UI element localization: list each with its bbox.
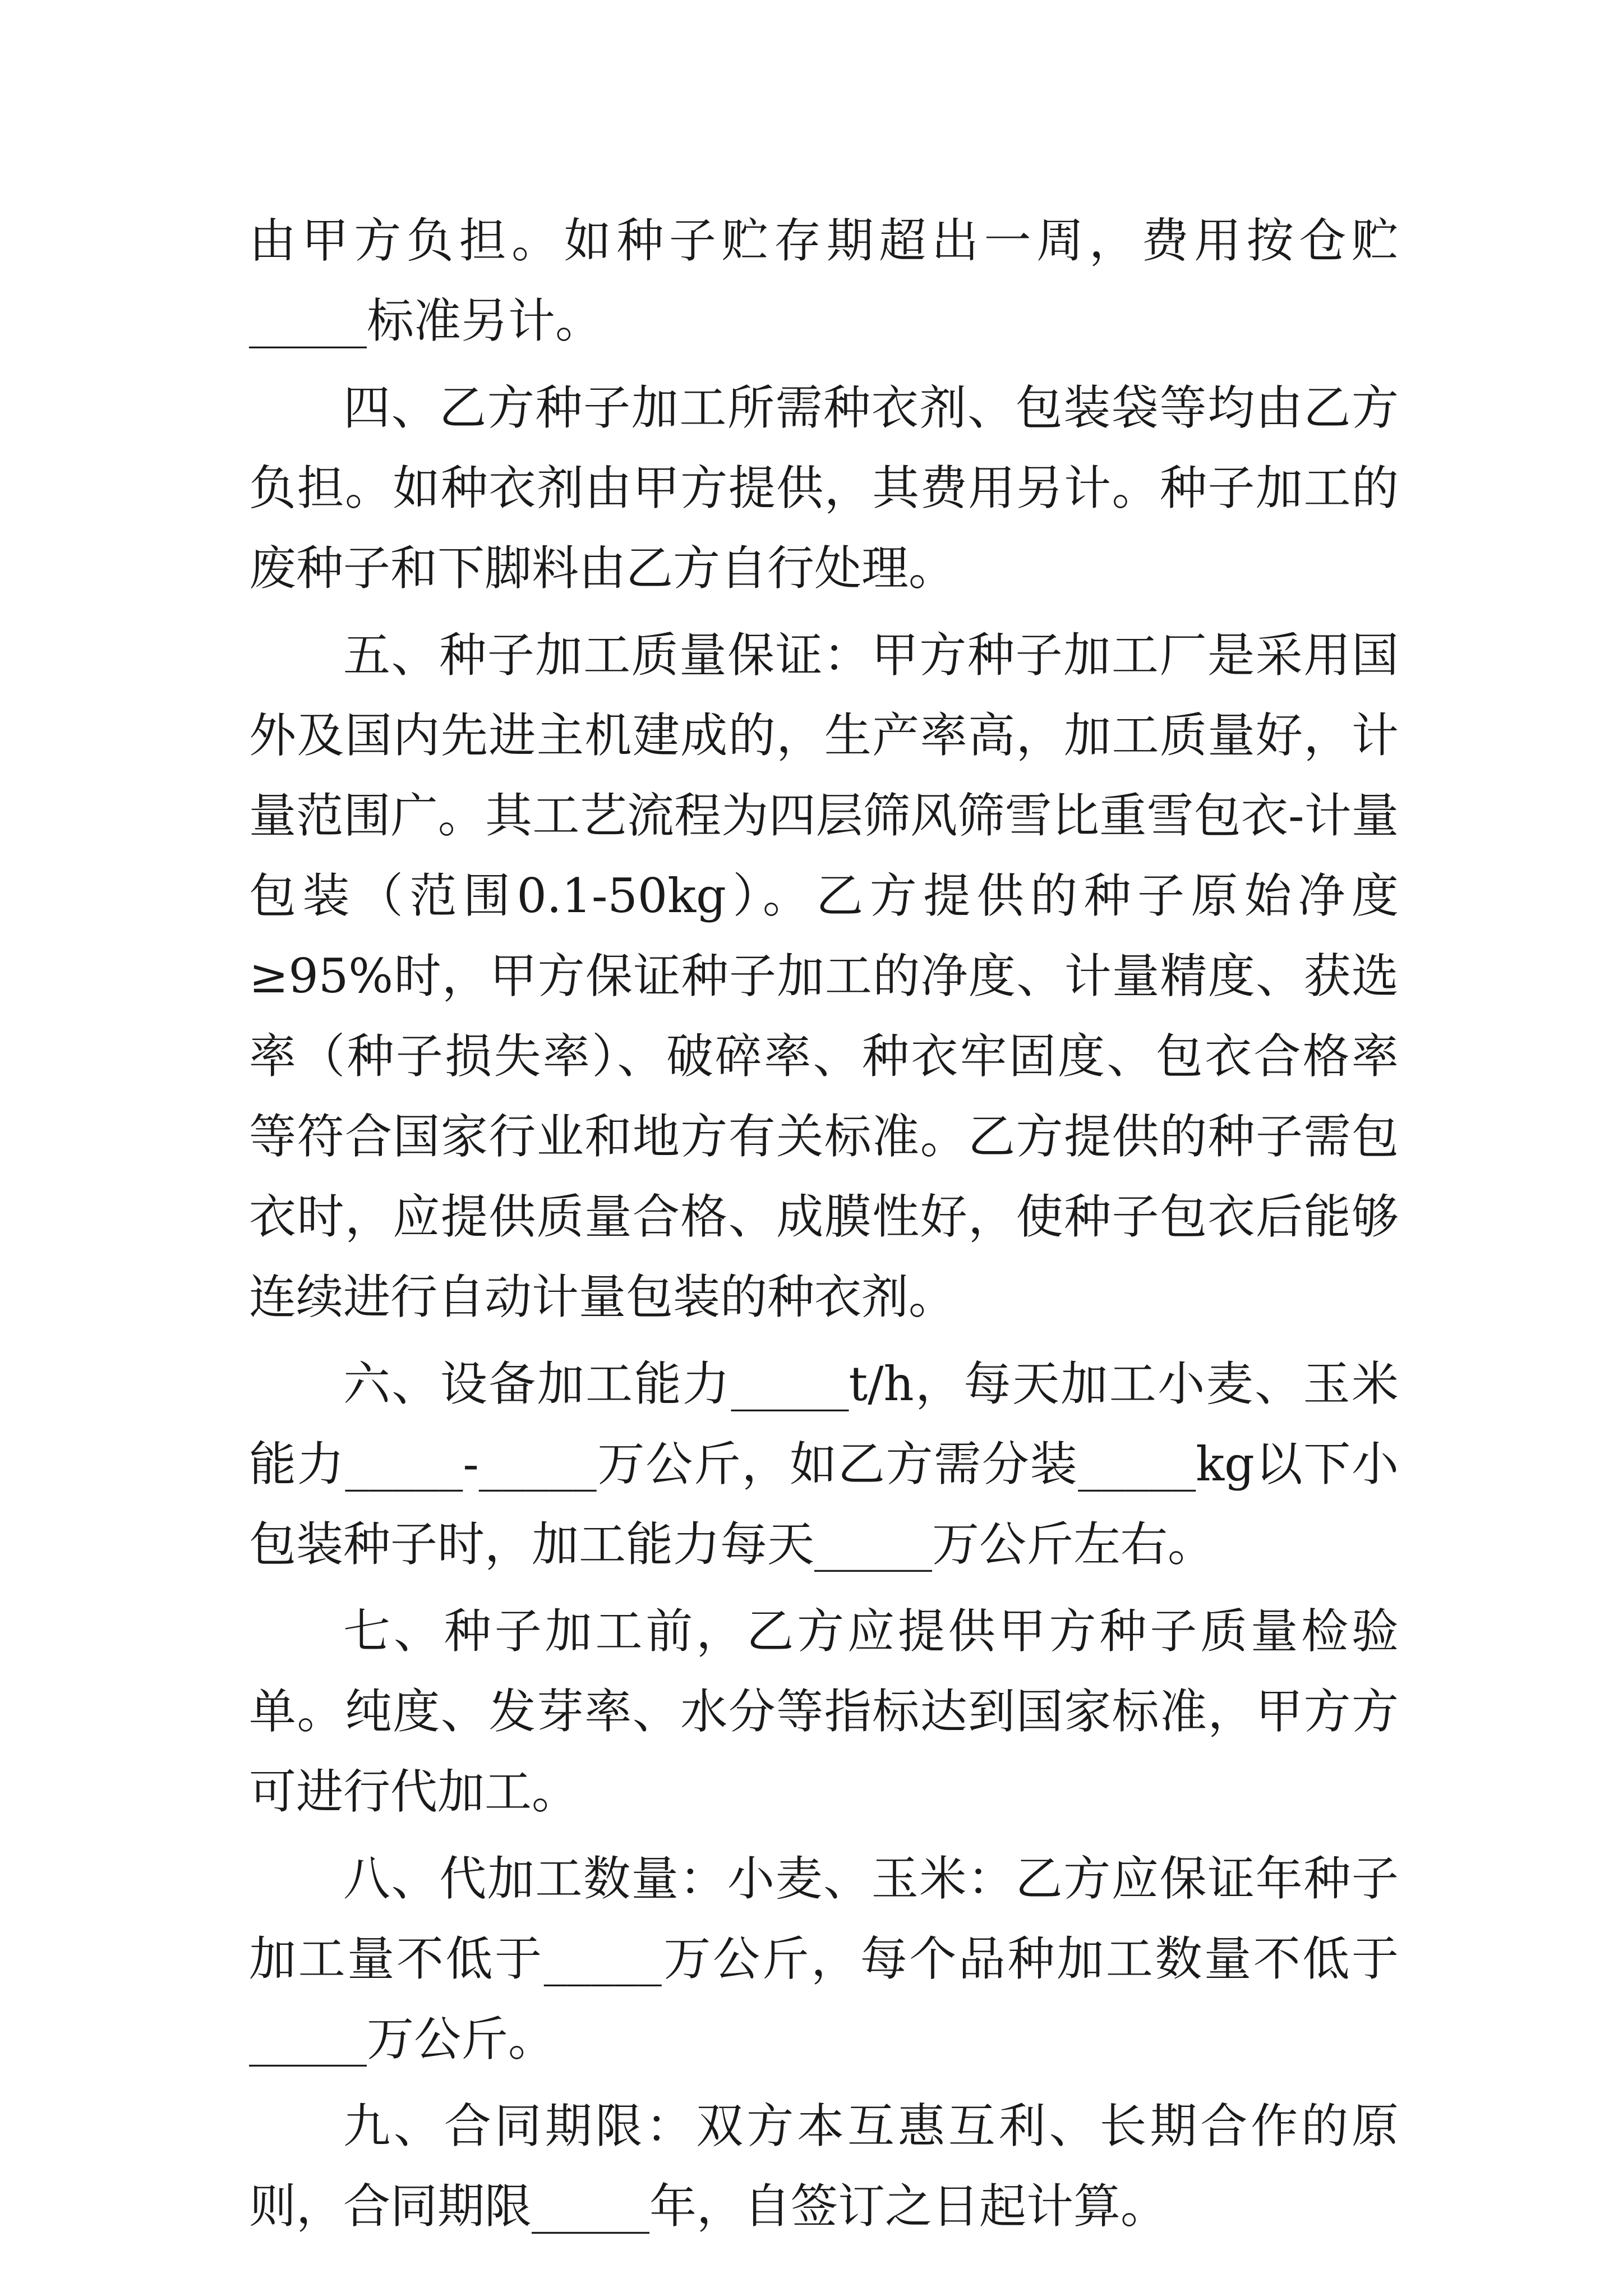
paragraph-storage-cost: 由甲方负担。如种子贮存期超出一周，费用按仓贮_____标准另计。 (249, 213, 1399, 348)
paragraph-clause-7: 七、种子加工前，乙方应提供甲方种子质量检验单。纯度、发芽率、水分等指标达到国家标准，甲方方可进行代加工。 (249, 1604, 1399, 1819)
paragraph-clause-9: 九、合同期限：双方本互惠互利、长期合作的原则，合同期限_____年，自签订之日起计算。 (249, 2099, 1399, 2234)
paragraph-clause-6: 六、设备加工能力_____t/h，每天加工小麦、玉米能力_____-_____万公斤，如乙方需分装_____kg以下小包装种子时，加工能力每天_____万公斤左右。 (249, 1356, 1399, 1572)
paragraph-clause-8: 八、代加工数量：小麦、玉米：乙方应保证年种子加工量不低于_____万公斤，每个品种加工数量不低于_____万公斤。 (249, 1851, 1399, 2067)
document-page (249, 201, 1399, 2253)
paragraph-clause-5: 五、种子加工质量保证：甲方种子加工厂是采用国外及国内先进主机建成的，生产率高，加工质量好，计量范围广。其工艺流程为四层筛风筛雪比重雪包衣-计量包装（范围0.1-50kg）。乙方提供的种子原始净度≥95%时，甲方保证种子加工的净度、计量精度、获选率（种子损失率）、破碎率、种衣牢固度、包衣合格率等符合国家行业和地方有关标准。乙方提供的种子需包衣时，应提供质量合格、成膜性好，使种子包衣后能够连续进行自动计量包装的种衣剂。 (249, 628, 1399, 1324)
paragraph-clause-4: 四、乙方种子加工所需种衣剂、包装袋等均由乙方负担。如种衣剂由甲方提供，其费用另计。种子加工的废种子和下脚料由乙方自行处理。 (249, 380, 1399, 596)
